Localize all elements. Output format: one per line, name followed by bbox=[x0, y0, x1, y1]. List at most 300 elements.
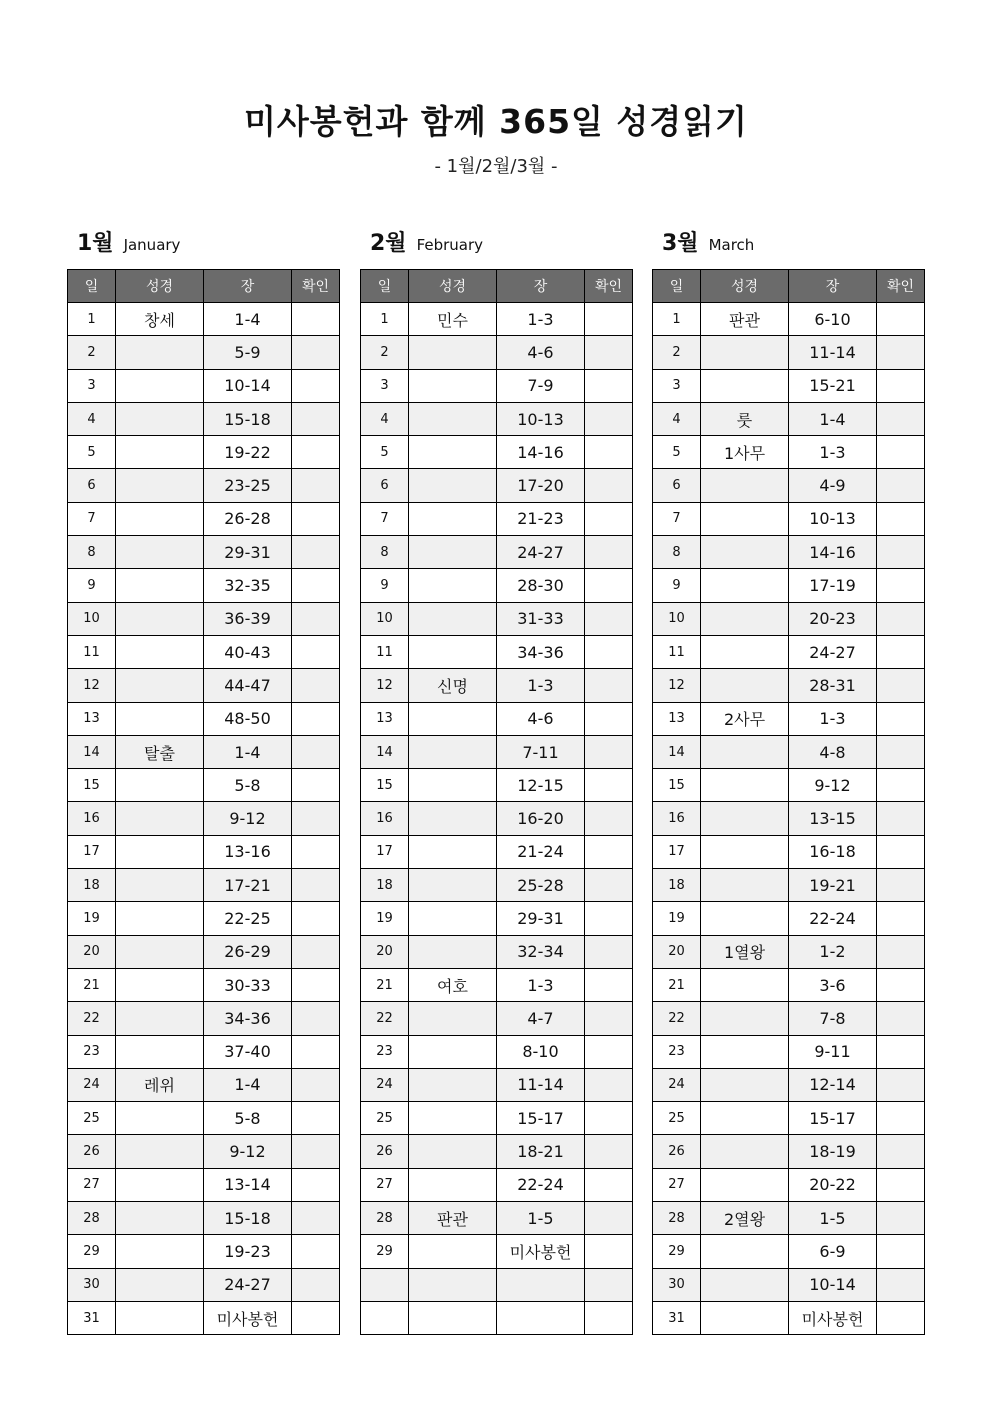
book-cell bbox=[116, 1202, 204, 1235]
chapter-cell: 7-9 bbox=[497, 369, 585, 402]
chapter-cell: 5-8 bbox=[204, 1102, 292, 1135]
check-cell[interactable] bbox=[877, 1235, 925, 1268]
check-cell[interactable] bbox=[877, 702, 925, 735]
chapter-cell: 37-40 bbox=[204, 1035, 292, 1068]
chapter-cell: 미사봉헌 bbox=[497, 1235, 585, 1268]
book-cell bbox=[116, 336, 204, 369]
check-cell[interactable] bbox=[585, 935, 633, 968]
check-cell[interactable] bbox=[585, 1035, 633, 1068]
check-cell[interactable] bbox=[585, 602, 633, 635]
check-cell[interactable] bbox=[585, 369, 633, 402]
book-cell: 여호 bbox=[409, 968, 497, 1001]
check-cell[interactable] bbox=[585, 402, 633, 435]
check-cell[interactable] bbox=[292, 1235, 340, 1268]
day-cell: 23 bbox=[68, 1035, 116, 1068]
chapter-cell: 15-18 bbox=[204, 1202, 292, 1235]
check-cell[interactable] bbox=[292, 1168, 340, 1201]
chapter-cell: 36-39 bbox=[204, 602, 292, 635]
check-cell[interactable] bbox=[292, 669, 340, 702]
day-cell: 28 bbox=[361, 1202, 409, 1235]
check-cell[interactable] bbox=[585, 536, 633, 569]
check-cell[interactable] bbox=[292, 402, 340, 435]
book-cell bbox=[701, 1068, 789, 1101]
chapter-cell: 15-17 bbox=[497, 1102, 585, 1135]
book-cell bbox=[116, 968, 204, 1001]
day-cell: 9 bbox=[653, 569, 701, 602]
book-cell bbox=[116, 436, 204, 469]
chapter-cell: 7-11 bbox=[497, 735, 585, 768]
check-cell[interactable] bbox=[877, 869, 925, 902]
check-cell[interactable] bbox=[292, 1135, 340, 1168]
table-row bbox=[361, 1168, 633, 1201]
day-cell: 4 bbox=[68, 402, 116, 435]
check-cell[interactable] bbox=[292, 1035, 340, 1068]
check-cell[interactable] bbox=[292, 869, 340, 902]
book-cell bbox=[409, 1268, 497, 1301]
day-cell: 4 bbox=[653, 402, 701, 435]
header-book: 성경 bbox=[409, 270, 497, 303]
book-cell bbox=[116, 469, 204, 502]
reading-table bbox=[652, 269, 925, 1335]
table-row bbox=[361, 436, 633, 469]
book-cell bbox=[409, 1035, 497, 1068]
chapter-cell: 28-31 bbox=[789, 669, 877, 702]
check-cell[interactable] bbox=[877, 303, 925, 336]
chapter-cell: 44-47 bbox=[204, 669, 292, 702]
book-cell: 1사무 bbox=[701, 436, 789, 469]
table-row bbox=[68, 402, 340, 435]
check-cell[interactable] bbox=[877, 536, 925, 569]
book-cell bbox=[701, 869, 789, 902]
check-cell[interactable] bbox=[877, 968, 925, 1001]
check-cell[interactable] bbox=[877, 635, 925, 668]
table-row bbox=[653, 669, 925, 702]
check-cell[interactable] bbox=[585, 869, 633, 902]
book-cell bbox=[409, 802, 497, 835]
book-cell bbox=[701, 635, 789, 668]
check-cell[interactable] bbox=[292, 602, 340, 635]
day-cell: 24 bbox=[361, 1068, 409, 1101]
check-cell[interactable] bbox=[877, 1301, 925, 1334]
check-cell[interactable] bbox=[292, 802, 340, 835]
book-cell bbox=[116, 569, 204, 602]
table-row bbox=[653, 1035, 925, 1068]
reading-table bbox=[360, 269, 633, 1335]
table-header-row bbox=[361, 270, 633, 303]
day-cell: 15 bbox=[653, 769, 701, 802]
table-row bbox=[653, 735, 925, 768]
month-name: February bbox=[416, 236, 484, 254]
check-cell[interactable] bbox=[877, 902, 925, 935]
chapter-cell: 9-12 bbox=[204, 802, 292, 835]
day-cell: 30 bbox=[68, 1268, 116, 1301]
table-row bbox=[68, 1135, 340, 1168]
chapter-cell bbox=[497, 1301, 585, 1334]
check-cell[interactable] bbox=[585, 303, 633, 336]
check-cell[interactable] bbox=[292, 835, 340, 868]
table-row bbox=[361, 1002, 633, 1035]
check-cell[interactable] bbox=[877, 1168, 925, 1201]
check-cell[interactable] bbox=[292, 569, 340, 602]
table-row bbox=[361, 869, 633, 902]
chapter-cell: 34-36 bbox=[497, 635, 585, 668]
chapter-cell: 19-21 bbox=[789, 869, 877, 902]
day-cell: 1 bbox=[68, 303, 116, 336]
check-cell[interactable] bbox=[292, 1268, 340, 1301]
check-cell[interactable] bbox=[585, 1068, 633, 1101]
chapter-cell: 4-6 bbox=[497, 336, 585, 369]
table-row bbox=[653, 436, 925, 469]
check-cell[interactable] bbox=[877, 769, 925, 802]
table-row bbox=[653, 1002, 925, 1035]
table-row bbox=[653, 1268, 925, 1301]
day-cell: 20 bbox=[361, 935, 409, 968]
check-cell[interactable] bbox=[292, 1068, 340, 1101]
check-cell[interactable] bbox=[877, 1135, 925, 1168]
check-cell[interactable] bbox=[292, 902, 340, 935]
day-cell: 14 bbox=[361, 735, 409, 768]
check-cell[interactable] bbox=[292, 968, 340, 1001]
check-cell[interactable] bbox=[292, 635, 340, 668]
chapter-cell: 15-21 bbox=[789, 369, 877, 402]
table-row bbox=[361, 536, 633, 569]
table-row bbox=[68, 602, 340, 635]
chapter-cell: 15-17 bbox=[789, 1102, 877, 1135]
chapter-cell: 9-12 bbox=[204, 1135, 292, 1168]
check-cell[interactable] bbox=[585, 1135, 633, 1168]
day-cell: 12 bbox=[68, 669, 116, 702]
check-cell[interactable] bbox=[292, 735, 340, 768]
check-cell[interactable] bbox=[292, 1102, 340, 1135]
book-cell bbox=[701, 669, 789, 702]
table-row bbox=[68, 702, 340, 735]
day-cell: 15 bbox=[361, 769, 409, 802]
book-cell bbox=[701, 469, 789, 502]
table-row bbox=[68, 1168, 340, 1201]
book-cell bbox=[116, 1035, 204, 1068]
chapter-cell: 26-29 bbox=[204, 935, 292, 968]
day-cell: 3 bbox=[653, 369, 701, 402]
check-cell[interactable] bbox=[292, 436, 340, 469]
check-cell[interactable] bbox=[585, 469, 633, 502]
book-cell bbox=[409, 1068, 497, 1101]
table-row bbox=[68, 1235, 340, 1268]
check-cell[interactable] bbox=[877, 369, 925, 402]
table-row bbox=[361, 469, 633, 502]
chapter-cell: 14-16 bbox=[497, 436, 585, 469]
day-cell: 27 bbox=[68, 1168, 116, 1201]
day-cell: 25 bbox=[653, 1102, 701, 1135]
check-cell[interactable] bbox=[877, 669, 925, 702]
table-row bbox=[361, 968, 633, 1001]
chapter-cell: 29-31 bbox=[204, 536, 292, 569]
day-cell: 24 bbox=[653, 1068, 701, 1101]
day-cell: 16 bbox=[361, 802, 409, 835]
check-cell[interactable] bbox=[585, 735, 633, 768]
reading-table bbox=[67, 269, 340, 1335]
check-cell[interactable] bbox=[877, 1102, 925, 1135]
check-cell[interactable] bbox=[585, 1202, 633, 1235]
book-cell bbox=[701, 502, 789, 535]
table-row bbox=[68, 735, 340, 768]
day-cell: 9 bbox=[68, 569, 116, 602]
day-cell: 26 bbox=[68, 1135, 116, 1168]
book-cell bbox=[116, 1168, 204, 1201]
day-cell: 2 bbox=[68, 336, 116, 369]
check-cell[interactable] bbox=[877, 835, 925, 868]
table-row bbox=[361, 569, 633, 602]
book-cell bbox=[116, 635, 204, 668]
table-row bbox=[653, 469, 925, 502]
day-cell bbox=[361, 1301, 409, 1334]
chapter-cell: 32-35 bbox=[204, 569, 292, 602]
header-chapter: 장 bbox=[497, 270, 585, 303]
book-cell bbox=[701, 602, 789, 635]
day-cell: 12 bbox=[653, 669, 701, 702]
table-row bbox=[68, 835, 340, 868]
check-cell[interactable] bbox=[585, 1002, 633, 1035]
check-cell[interactable] bbox=[585, 835, 633, 868]
table-row bbox=[361, 669, 633, 702]
day-cell: 5 bbox=[68, 436, 116, 469]
check-cell[interactable] bbox=[292, 702, 340, 735]
book-cell bbox=[409, 935, 497, 968]
check-cell[interactable] bbox=[585, 1235, 633, 1268]
day-cell: 13 bbox=[68, 702, 116, 735]
check-cell[interactable] bbox=[292, 336, 340, 369]
day-cell: 28 bbox=[68, 1202, 116, 1235]
check-cell[interactable] bbox=[585, 1301, 633, 1334]
check-cell[interactable] bbox=[292, 369, 340, 402]
table-row bbox=[653, 769, 925, 802]
table-row bbox=[653, 902, 925, 935]
chapter-cell: 5-8 bbox=[204, 769, 292, 802]
header-book: 성경 bbox=[701, 270, 789, 303]
day-cell: 10 bbox=[361, 602, 409, 635]
table-row bbox=[361, 402, 633, 435]
chapter-cell: 11-14 bbox=[789, 336, 877, 369]
book-cell bbox=[409, 369, 497, 402]
check-cell[interactable] bbox=[877, 602, 925, 635]
check-cell[interactable] bbox=[877, 469, 925, 502]
check-cell[interactable] bbox=[292, 1002, 340, 1035]
check-cell[interactable] bbox=[585, 1268, 633, 1301]
book-cell bbox=[116, 869, 204, 902]
check-cell[interactable] bbox=[585, 1102, 633, 1135]
check-cell[interactable] bbox=[585, 902, 633, 935]
chapter-cell: 미사봉헌 bbox=[204, 1301, 292, 1334]
table-row bbox=[361, 1102, 633, 1135]
table-row bbox=[361, 702, 633, 735]
book-cell bbox=[701, 735, 789, 768]
month-heading bbox=[77, 226, 180, 258]
check-cell[interactable] bbox=[877, 502, 925, 535]
check-cell[interactable] bbox=[877, 402, 925, 435]
check-cell[interactable] bbox=[292, 536, 340, 569]
check-cell[interactable] bbox=[292, 469, 340, 502]
day-cell: 19 bbox=[68, 902, 116, 935]
check-cell[interactable] bbox=[877, 569, 925, 602]
table-row bbox=[361, 602, 633, 635]
check-cell[interactable] bbox=[877, 802, 925, 835]
check-cell[interactable] bbox=[877, 1002, 925, 1035]
day-cell: 16 bbox=[68, 802, 116, 835]
day-cell: 8 bbox=[68, 536, 116, 569]
check-cell[interactable] bbox=[585, 968, 633, 1001]
chapter-cell: 1-3 bbox=[497, 669, 585, 702]
day-cell: 5 bbox=[361, 436, 409, 469]
table-row bbox=[68, 469, 340, 502]
book-cell: 레위 bbox=[116, 1068, 204, 1101]
table-row bbox=[653, 869, 925, 902]
book-cell bbox=[409, 602, 497, 635]
day-cell: 14 bbox=[68, 735, 116, 768]
book-cell bbox=[701, 1268, 789, 1301]
table-row bbox=[68, 536, 340, 569]
book-cell bbox=[701, 336, 789, 369]
day-cell: 16 bbox=[653, 802, 701, 835]
chapter-cell: 20-23 bbox=[789, 602, 877, 635]
chapter-cell: 11-14 bbox=[497, 1068, 585, 1101]
chapter-cell: 24-27 bbox=[789, 635, 877, 668]
check-cell[interactable] bbox=[585, 635, 633, 668]
chapter-cell: 미사봉헌 bbox=[789, 1301, 877, 1334]
book-cell: 신명 bbox=[409, 669, 497, 702]
check-cell[interactable] bbox=[877, 1035, 925, 1068]
day-cell: 2 bbox=[653, 336, 701, 369]
table-row bbox=[361, 1202, 633, 1235]
day-cell: 27 bbox=[361, 1168, 409, 1201]
chapter-cell: 14-16 bbox=[789, 536, 877, 569]
book-cell bbox=[701, 802, 789, 835]
book-cell bbox=[409, 869, 497, 902]
check-cell[interactable] bbox=[585, 569, 633, 602]
table-row bbox=[361, 1135, 633, 1168]
check-cell[interactable] bbox=[585, 802, 633, 835]
check-cell[interactable] bbox=[877, 935, 925, 968]
check-cell[interactable] bbox=[585, 769, 633, 802]
day-cell: 29 bbox=[653, 1235, 701, 1268]
table-row bbox=[653, 1301, 925, 1334]
book-cell bbox=[701, 1035, 789, 1068]
month-name: March bbox=[708, 236, 755, 254]
table-row bbox=[68, 635, 340, 668]
table-row bbox=[361, 635, 633, 668]
day-cell: 28 bbox=[653, 1202, 701, 1235]
chapter-cell: 21-23 bbox=[497, 502, 585, 535]
book-cell bbox=[116, 935, 204, 968]
table-row bbox=[361, 1235, 633, 1268]
header-check: 확인 bbox=[877, 270, 925, 303]
chapter-cell: 7-8 bbox=[789, 1002, 877, 1035]
day-cell: 31 bbox=[68, 1301, 116, 1334]
check-cell[interactable] bbox=[585, 436, 633, 469]
book-cell bbox=[116, 802, 204, 835]
header-day: 일 bbox=[68, 270, 116, 303]
chapter-cell: 26-28 bbox=[204, 502, 292, 535]
chapter-cell: 19-22 bbox=[204, 436, 292, 469]
table-row bbox=[653, 369, 925, 402]
page-subtitle: - 1월/2월/3월 - bbox=[434, 156, 558, 177]
table-row bbox=[68, 1068, 340, 1101]
book-cell bbox=[701, 536, 789, 569]
day-cell: 27 bbox=[653, 1168, 701, 1201]
chapter-cell: 1-3 bbox=[497, 968, 585, 1001]
check-cell[interactable] bbox=[877, 336, 925, 369]
check-cell[interactable] bbox=[877, 1068, 925, 1101]
check-cell[interactable] bbox=[292, 935, 340, 968]
day-cell: 26 bbox=[653, 1135, 701, 1168]
chapter-cell: 40-43 bbox=[204, 635, 292, 668]
check-cell[interactable] bbox=[585, 1168, 633, 1201]
book-cell bbox=[701, 1135, 789, 1168]
table-row bbox=[653, 1068, 925, 1101]
table-row bbox=[653, 303, 925, 336]
header-check: 확인 bbox=[585, 270, 633, 303]
chapter-cell: 15-18 bbox=[204, 402, 292, 435]
book-cell bbox=[409, 702, 497, 735]
check-cell[interactable] bbox=[877, 1268, 925, 1301]
book-cell bbox=[116, 1102, 204, 1135]
table-row bbox=[68, 1301, 340, 1334]
check-cell[interactable] bbox=[585, 502, 633, 535]
day-cell: 6 bbox=[361, 469, 409, 502]
book-cell bbox=[701, 1235, 789, 1268]
book-cell bbox=[409, 735, 497, 768]
chapter-cell: 6-10 bbox=[789, 303, 877, 336]
chapter-cell: 34-36 bbox=[204, 1002, 292, 1035]
chapter-cell: 9-12 bbox=[789, 769, 877, 802]
chapter-cell: 1-4 bbox=[204, 303, 292, 336]
table-row bbox=[653, 1202, 925, 1235]
check-cell[interactable] bbox=[585, 669, 633, 702]
day-cell: 10 bbox=[68, 602, 116, 635]
check-cell[interactable] bbox=[877, 735, 925, 768]
chapter-cell: 10-13 bbox=[497, 402, 585, 435]
check-cell[interactable] bbox=[292, 1301, 340, 1334]
chapter-cell: 28-30 bbox=[497, 569, 585, 602]
check-cell[interactable] bbox=[292, 502, 340, 535]
book-cell bbox=[116, 702, 204, 735]
table-row bbox=[68, 869, 340, 902]
table-row bbox=[653, 635, 925, 668]
chapter-cell: 18-21 bbox=[497, 1135, 585, 1168]
check-cell[interactable] bbox=[877, 436, 925, 469]
chapter-cell: 17-19 bbox=[789, 569, 877, 602]
check-cell[interactable] bbox=[292, 769, 340, 802]
book-cell bbox=[116, 536, 204, 569]
day-cell: 3 bbox=[68, 369, 116, 402]
day-cell: 2 bbox=[361, 336, 409, 369]
day-cell: 10 bbox=[653, 602, 701, 635]
check-cell[interactable] bbox=[585, 336, 633, 369]
check-cell[interactable] bbox=[585, 702, 633, 735]
check-cell[interactable] bbox=[292, 303, 340, 336]
day-cell: 20 bbox=[68, 935, 116, 968]
table-row bbox=[68, 336, 340, 369]
check-cell[interactable] bbox=[877, 1202, 925, 1235]
day-cell: 20 bbox=[653, 935, 701, 968]
month-heading bbox=[370, 226, 483, 258]
chapter-cell: 16-20 bbox=[497, 802, 585, 835]
table-row bbox=[653, 569, 925, 602]
check-cell[interactable] bbox=[292, 1202, 340, 1235]
table-row bbox=[68, 1202, 340, 1235]
chapter-cell: 17-21 bbox=[204, 869, 292, 902]
chapter-cell: 4-9 bbox=[789, 469, 877, 502]
book-cell bbox=[701, 1168, 789, 1201]
day-cell: 7 bbox=[68, 502, 116, 535]
